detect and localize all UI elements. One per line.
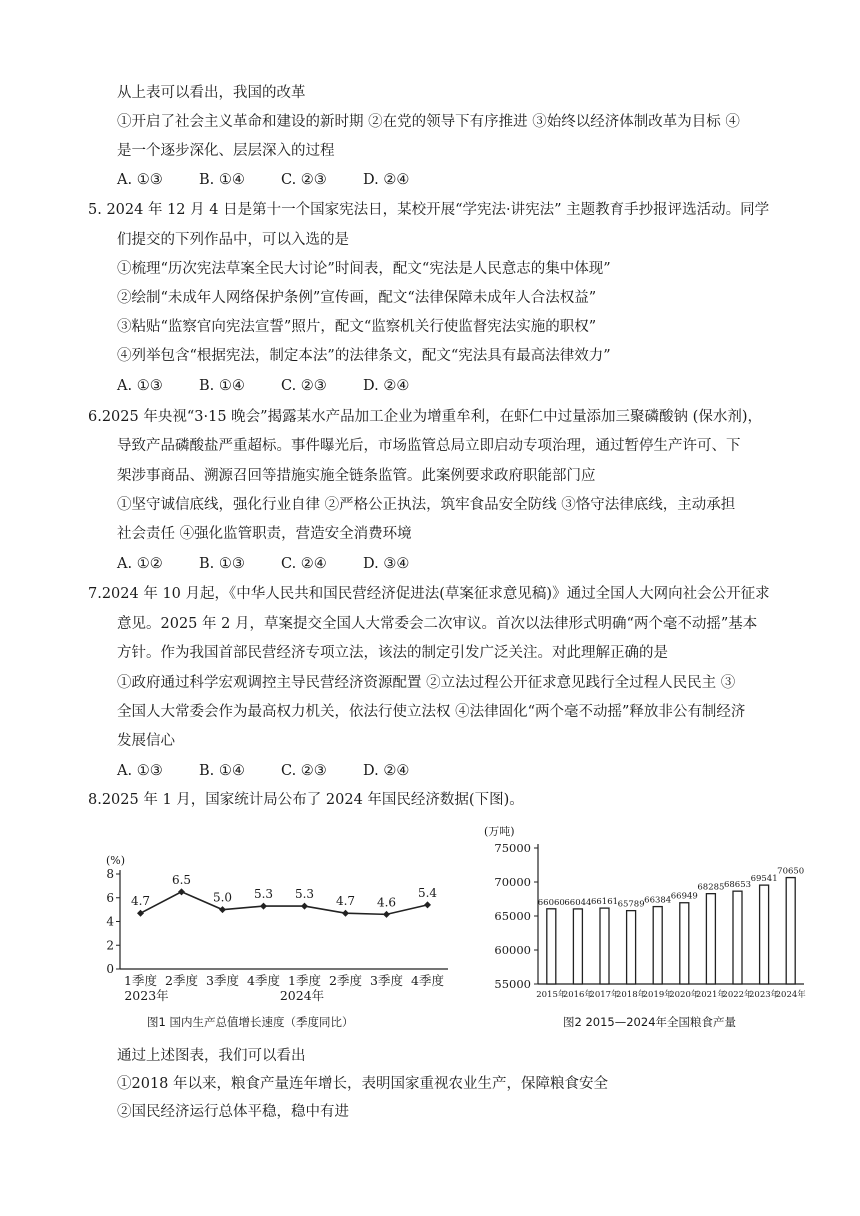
q7-option-c: C. ②③ <box>281 763 327 779</box>
q6-option-a: A. ①② <box>117 556 163 572</box>
q7-stem-line4: ①政府通过科学宏观调控主导民营经济资源配置 ②立法过程公开征求意见践行全过程人民民主 ③ <box>117 675 736 691</box>
y-tick-label: 0 <box>106 962 114 976</box>
q5-stem-line1: 5. 2024 年 12 月 4 日是第十一个国家宪法日，某校开展“学宪法·讲宪法” 主题教育手抄报评选活动。同学 <box>88 202 770 218</box>
q4-option-a: A. ①③ <box>117 172 163 188</box>
x-tick-label: 2季度 <box>329 973 362 988</box>
data-label: 5.3 <box>294 887 315 902</box>
q6-stem-line5: 社会责任 ④强化监管职责，营造安全消费环境 <box>117 526 412 542</box>
q5-item-2: ②绘制“未成年人网络保护条例”宣传画，配文“法律保障未成年人合法权益” <box>117 290 597 306</box>
y-tick-label: 2 <box>106 938 114 953</box>
y-tick-label: 55000 <box>494 977 531 991</box>
data-point <box>219 906 226 913</box>
x-tick-label: 2季度 <box>165 973 198 988</box>
bar-value-label: 70650 <box>777 866 805 877</box>
q7-stem-line1: 7.2024 年 10 月起，《中华人民共和国民营经济促进法(草案征求意见稿)》通过全国人大网向社会公开征求 <box>88 586 770 602</box>
x-tick-label: 2019年 <box>642 990 673 1000</box>
q5-item-1: ①梳理“历次宪法草案全民大讨论”时间表，配文“宪法是人民意志的集中体现” <box>117 261 611 277</box>
q6-stem-line2: 导致产品磷酸盐严重超标。事件曝光后，市场监管总局立即启动专项治理，通过暂停生产许可、下 <box>117 438 741 454</box>
grain-bar <box>786 878 795 984</box>
q5-stem-line2: 们提交的下列作品中，可以入选的是 <box>117 232 349 248</box>
q5-option-a: A. ①③ <box>117 378 163 394</box>
x-tick-label: 3季度 <box>370 973 403 988</box>
intro-line: 从上表可以看出，我国的改革 <box>117 85 306 101</box>
grain-output-bar-chart <box>474 818 806 1003</box>
figure2-caption: 图2 2015—2024年全国粮食产量 <box>563 1015 737 1029</box>
bar-value-label: 66949 <box>670 891 698 902</box>
q6-option-c: C. ②④ <box>281 556 327 572</box>
x-tick-label: 1季度 <box>288 973 321 988</box>
q8-conclusion-lead: 通过上述图表，我们可以看出 <box>117 1048 306 1064</box>
x-tick-label: 2022年 <box>722 990 753 1000</box>
q5-item-3: ③粘贴“监察官向宪法宣誓”照片，配文“监察机关行使监督宪法实施的职权” <box>117 319 597 335</box>
x-tick-label: 4季度 <box>411 973 444 988</box>
y-tick-label: 65000 <box>494 909 531 923</box>
grain-bar <box>573 909 582 984</box>
data-point <box>137 910 144 917</box>
data-point <box>342 910 349 917</box>
y-tick-label: 75000 <box>494 841 531 855</box>
q4-statements-line1: ①开启了社会主义革命和建设的新时期 ②在党的领导下有序推进 ③始终以经济体制改革为目标 ④ <box>117 114 740 130</box>
y-tick-label: 8 <box>106 867 114 881</box>
bar-value-label: 66044 <box>564 897 592 908</box>
q7-stem-line5: 全国人大常委会作为最高权力机关，依法行使立法权 ④法律固化“两个毫不动摇”释放非公有制经济 <box>117 704 746 720</box>
q6-stem-line4: ①坚守诚信底线，强化行业自律 ②严格公正执法，筑牢食品安全防线 ③恪守法律底线，主动承担 <box>117 497 736 513</box>
data-point <box>383 911 390 918</box>
data-point <box>424 901 431 908</box>
q6-stem-line3: 架涉事商品、溯源召回等措施实施全链条监管。此案例要求政府职能部门应 <box>117 468 596 484</box>
q8-item-2: ②国民经济运行总体平稳，稳中有进 <box>117 1104 349 1120</box>
x-tick-label: 2017年 <box>589 990 620 1000</box>
data-label: 4.7 <box>130 894 151 909</box>
x-tick-label: 2015年 <box>536 990 567 1000</box>
q6-stem-line1: 6.2025 年央视“3·15 晚会”揭露某水产品加工企业为增重牟利，在虾仁中过量添加三聚磷酸钠 (保水剂)， <box>88 409 762 425</box>
gdp-growth-line-chart <box>98 845 460 1005</box>
q5-option-c: C. ②③ <box>281 378 327 394</box>
q5-option-d: D. ②④ <box>363 378 410 394</box>
x-tick-label: 2021年 <box>695 990 726 1000</box>
q4-options <box>117 170 445 190</box>
q4-option-d: D. ②④ <box>363 172 410 188</box>
bar-value-label: 66384 <box>644 895 672 906</box>
data-label: 6.5 <box>171 872 192 887</box>
grain-bar <box>733 891 742 984</box>
q7-options <box>117 761 445 781</box>
q7-stem-line6: 发展信心 <box>117 733 175 749</box>
x-tick-label: 3季度 <box>206 973 239 988</box>
year-label-2024: 2024年 <box>279 988 325 1003</box>
x-tick-label: 2020年 <box>669 990 700 1000</box>
bar-value-label: 68653 <box>723 880 752 891</box>
q8-stem: 8.2025 年 1 月，国家统计局公布了 2024 年国民经济数据(下图)。 <box>88 792 524 808</box>
bar-value-label: 68285 <box>697 882 725 893</box>
data-label: 4.7 <box>335 894 356 909</box>
y-tick-label: 60000 <box>494 943 531 957</box>
q8-item-1: ①2018 年以来，粮食产量连年增长，表明国家重视农业生产，保障粮食安全 <box>117 1076 609 1092</box>
x-tick-label: 2018年 <box>616 990 647 1000</box>
bar-value-label: 66161 <box>590 897 619 908</box>
q5-option-b: B. ①④ <box>199 378 245 394</box>
grain-bar <box>547 909 556 984</box>
bar-value-label: 69541 <box>750 874 778 885</box>
q6-option-d: D. ③④ <box>363 556 410 572</box>
y-axis-unit: (万吨) <box>484 825 515 838</box>
data-point <box>260 903 267 910</box>
bar-value-label: 65789 <box>617 899 645 910</box>
data-point <box>301 903 308 910</box>
data-label: 5.3 <box>253 887 274 902</box>
grain-bar <box>706 894 715 984</box>
q6-option-b: B. ①③ <box>199 556 245 572</box>
grain-bar <box>627 911 636 984</box>
y-tick-label: 6 <box>106 890 114 905</box>
bar-value-label: 66060 <box>537 897 565 908</box>
q7-stem-line2: 意见。2025 年 2 月，草案提交全国人大常委会二次审议。首次以法律形式明确“两个毫不动摇”基本 <box>117 616 758 632</box>
data-label: 5.4 <box>417 885 438 900</box>
x-tick-label: 4季度 <box>247 973 280 988</box>
q7-option-b: B. ①④ <box>199 763 245 779</box>
figure1-caption: 图1 国内生产总值增长速度（季度同比） <box>147 1015 354 1029</box>
q7-stem-line3: 方针。作为我国首部民营经济专项立法，该法的制定引发广泛关注。对此理解正确的是 <box>117 645 668 661</box>
y-tick-label: 4 <box>106 914 114 929</box>
q7-option-a: A. ①③ <box>117 763 163 779</box>
grain-bar <box>680 903 689 984</box>
x-tick-label: 2023年 <box>749 990 780 1000</box>
q5-item-4: ④列举包含“根据宪法，制定本法”的法律条文，配文“宪法具有最高法律效力” <box>117 348 611 364</box>
q7-option-d: D. ②④ <box>363 763 410 779</box>
grain-bar <box>600 908 609 984</box>
q4-option-c: C. ②③ <box>281 172 327 188</box>
x-tick-label: 1季度 <box>124 973 157 988</box>
data-label: 4.6 <box>376 895 397 910</box>
year-label-2023: 2023年 <box>124 988 169 1003</box>
y-tick-label: 70000 <box>494 875 531 889</box>
data-label: 5.0 <box>212 890 233 905</box>
data-point <box>178 888 185 895</box>
q6-options <box>117 554 445 574</box>
y-axis-unit: (%) <box>106 854 126 867</box>
grain-bar <box>760 885 769 984</box>
q4-option-b: B. ①④ <box>199 172 245 188</box>
x-tick-label: 2016年 <box>562 990 593 1000</box>
q4-statements-line2: 是一个逐步深化、层层深入的过程 <box>117 143 335 159</box>
grain-bar <box>653 907 662 984</box>
q5-options <box>117 376 445 396</box>
x-tick-label: 2024年 <box>775 990 806 1000</box>
